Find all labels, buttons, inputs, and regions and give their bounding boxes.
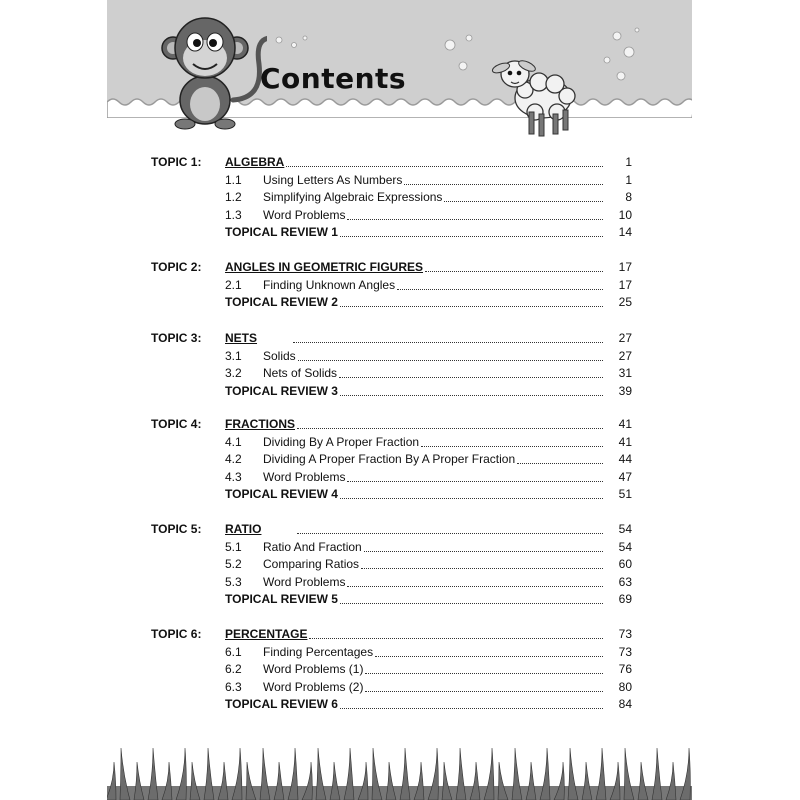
grass-blade bbox=[274, 762, 284, 800]
page-number: 84 bbox=[618, 697, 632, 711]
dot-leader bbox=[340, 305, 603, 307]
lamb-illustration bbox=[487, 44, 583, 140]
dot-leader bbox=[340, 602, 603, 604]
grass-blade bbox=[204, 748, 214, 800]
section-number: 6.2 bbox=[225, 662, 242, 676]
dot-leader bbox=[365, 672, 603, 674]
toc-item-row[interactable] bbox=[225, 207, 632, 224]
topical-review-title: TOPICAL REVIEW 4 bbox=[225, 487, 338, 501]
topic-heading-row[interactable] bbox=[225, 330, 632, 347]
toc-item-row[interactable] bbox=[225, 365, 632, 382]
grass-blade bbox=[260, 748, 270, 800]
topic-heading: ANGLES IN GEOMETRIC FIGURES bbox=[225, 260, 424, 274]
dot-leader bbox=[421, 445, 603, 447]
section-title: Comparing Ratios bbox=[263, 557, 360, 571]
topic-label: TOPIC 4: bbox=[151, 417, 202, 431]
topic-heading: NETS bbox=[225, 331, 258, 345]
section-title: Finding Percentages bbox=[263, 644, 374, 659]
toc-item-row[interactable] bbox=[225, 348, 632, 365]
grass-blade bbox=[386, 762, 396, 800]
page-number: 63 bbox=[618, 574, 632, 589]
topical-review-row[interactable] bbox=[225, 224, 632, 241]
grass-illustration bbox=[107, 728, 692, 800]
section-number: 5.3 bbox=[225, 574, 242, 589]
topic-label: TOPIC 6: bbox=[151, 627, 202, 641]
page-number: 27 bbox=[618, 348, 632, 363]
page-number: 10 bbox=[618, 207, 632, 222]
page-number: 17 bbox=[618, 260, 632, 274]
topic-heading-row[interactable] bbox=[225, 626, 632, 643]
dot-leader bbox=[347, 480, 603, 482]
page-number: 39 bbox=[618, 383, 632, 398]
grass-blade bbox=[344, 748, 354, 800]
topical-review-row[interactable] bbox=[225, 696, 632, 713]
page-number: 27 bbox=[618, 331, 632, 345]
dot-leader bbox=[340, 235, 603, 237]
grass-blade bbox=[107, 762, 116, 800]
dot-leader bbox=[297, 532, 603, 534]
dot-leader bbox=[298, 359, 603, 361]
topic-heading-row[interactable] bbox=[225, 416, 632, 433]
section-number: 1.2 bbox=[225, 190, 242, 204]
section-title: Using Letters As Numbers bbox=[263, 172, 403, 187]
toc-item-row[interactable] bbox=[225, 277, 632, 294]
section-number: 4.1 bbox=[225, 434, 242, 449]
section-number: 3.2 bbox=[225, 366, 242, 380]
grass-blade bbox=[316, 748, 326, 800]
page-number: 31 bbox=[618, 366, 632, 380]
toc-item-row[interactable] bbox=[225, 172, 632, 189]
section-title: Dividing By A Proper Fraction bbox=[263, 434, 420, 449]
topic-heading: ALGEBRA bbox=[225, 155, 285, 169]
dot-leader bbox=[375, 655, 603, 657]
grass-blade bbox=[190, 762, 200, 800]
topical-review-row[interactable] bbox=[225, 591, 632, 608]
toc-item-row[interactable] bbox=[225, 661, 632, 678]
grass-blade bbox=[400, 748, 410, 800]
section-number: 6.3 bbox=[225, 679, 242, 694]
topic-label: TOPIC 2: bbox=[151, 260, 202, 274]
toc-item-row[interactable] bbox=[225, 434, 632, 451]
topic-label: TOPIC 3: bbox=[151, 331, 202, 345]
page-number: 25 bbox=[618, 295, 632, 309]
page-number: 1 bbox=[625, 172, 632, 187]
page-number: 41 bbox=[618, 417, 632, 431]
grass-blade bbox=[330, 762, 340, 800]
dot-leader bbox=[361, 567, 603, 569]
section-number: 5.1 bbox=[225, 539, 242, 554]
section-title: Word Problems bbox=[263, 207, 346, 222]
page-number: 60 bbox=[618, 557, 632, 571]
grass-blade bbox=[652, 748, 662, 800]
toc-item-row[interactable] bbox=[225, 556, 632, 573]
section-title: Nets of Solids bbox=[263, 366, 338, 380]
section-title: Ratio And Fraction bbox=[263, 539, 362, 554]
grass-blade bbox=[148, 748, 158, 800]
section-title: Solids bbox=[263, 348, 296, 363]
section-number: 1.3 bbox=[225, 207, 242, 222]
topical-review-title: TOPICAL REVIEW 6 bbox=[225, 697, 338, 711]
topic-heading-row[interactable] bbox=[225, 154, 632, 171]
section-number: 5.2 bbox=[225, 557, 242, 571]
dot-leader bbox=[404, 183, 603, 185]
grass-blade bbox=[512, 748, 522, 800]
grass-blade bbox=[596, 748, 606, 800]
dot-leader bbox=[365, 690, 603, 692]
section-title: Word Problems bbox=[263, 574, 346, 589]
topic-heading-row[interactable] bbox=[225, 521, 632, 538]
page-number: 8 bbox=[625, 190, 632, 204]
topic-heading: RATIO bbox=[225, 522, 262, 536]
grass-blade bbox=[638, 762, 648, 800]
section-number: 4.3 bbox=[225, 469, 242, 484]
dot-leader bbox=[444, 200, 603, 202]
topic-label: TOPIC 1: bbox=[151, 155, 202, 169]
page-number: 80 bbox=[618, 679, 632, 694]
dot-leader bbox=[297, 427, 603, 429]
page-number: 41 bbox=[618, 434, 632, 449]
dot-leader bbox=[340, 394, 603, 396]
dot-leader bbox=[286, 165, 603, 167]
dot-leader bbox=[340, 497, 603, 499]
page-number: 69 bbox=[618, 592, 632, 606]
grass-blade bbox=[526, 762, 536, 800]
grass-blade bbox=[582, 762, 592, 800]
grass-blade bbox=[442, 762, 452, 800]
toc-item-row[interactable] bbox=[225, 574, 632, 591]
section-number: 1.1 bbox=[225, 172, 242, 187]
toc-item-row[interactable] bbox=[225, 451, 632, 468]
dot-leader bbox=[347, 585, 603, 587]
dot-leader bbox=[293, 341, 603, 343]
page-number: 1 bbox=[625, 155, 632, 169]
grass-blade bbox=[456, 748, 466, 800]
section-title: Word Problems bbox=[263, 469, 346, 484]
dot-leader bbox=[364, 550, 603, 552]
dot-leader bbox=[347, 218, 603, 220]
section-title: Word Problems (1) bbox=[263, 662, 364, 676]
page-number: 47 bbox=[618, 469, 632, 484]
page-title: Contents bbox=[260, 62, 407, 95]
dot-leader bbox=[340, 707, 603, 709]
topic-label: TOPIC 5: bbox=[151, 522, 202, 536]
topical-review-row[interactable] bbox=[225, 383, 632, 400]
toc-item-row[interactable] bbox=[225, 679, 632, 696]
topical-review-title: TOPICAL REVIEW 5 bbox=[225, 592, 338, 606]
grass-blade bbox=[218, 762, 228, 800]
grass-blade bbox=[134, 762, 144, 800]
page-number: 54 bbox=[618, 539, 632, 554]
dot-leader bbox=[425, 270, 603, 272]
page-number: 73 bbox=[618, 627, 632, 641]
section-title: Simplifying Algebraic Expressions bbox=[263, 190, 443, 204]
dot-leader bbox=[309, 637, 603, 639]
toc-item-row[interactable] bbox=[225, 539, 632, 556]
page-number: 14 bbox=[618, 225, 632, 239]
page-number: 76 bbox=[618, 662, 632, 676]
topic-heading-row[interactable] bbox=[225, 259, 632, 276]
page-number: 44 bbox=[618, 452, 632, 466]
topical-review-row[interactable] bbox=[225, 294, 632, 311]
monkey-illustration bbox=[155, 8, 267, 130]
toc-item-row[interactable] bbox=[225, 189, 632, 206]
grass-blade bbox=[470, 762, 480, 800]
page-number: 54 bbox=[618, 522, 632, 536]
topic-heading: FRACTIONS bbox=[225, 417, 295, 431]
section-title: Word Problems (2) bbox=[263, 679, 364, 694]
section-number: 6.1 bbox=[225, 644, 242, 659]
dot-leader bbox=[517, 462, 603, 464]
section-number: 2.1 bbox=[225, 277, 242, 292]
topical-review-title: TOPICAL REVIEW 2 bbox=[225, 295, 338, 309]
section-title: Finding Unknown Angles bbox=[263, 277, 396, 292]
dot-leader bbox=[339, 376, 603, 378]
grass-blade bbox=[568, 748, 578, 800]
section-number: 3.1 bbox=[225, 348, 242, 363]
toc-item-row[interactable] bbox=[225, 644, 632, 661]
page-number: 17 bbox=[618, 277, 632, 292]
dot-leader bbox=[397, 288, 603, 290]
section-number: 4.2 bbox=[225, 452, 242, 466]
topical-review-row[interactable] bbox=[225, 486, 632, 503]
topic-heading: PERCENTAGE bbox=[225, 627, 308, 641]
page-number: 51 bbox=[618, 487, 632, 501]
topical-review-title: TOPICAL REVIEW 1 bbox=[225, 225, 338, 239]
contents-page bbox=[107, 0, 692, 800]
page-number: 73 bbox=[618, 644, 632, 659]
toc-item-row[interactable] bbox=[225, 469, 632, 486]
topical-review-title: TOPICAL REVIEW 3 bbox=[225, 383, 338, 398]
section-title: Dividing A Proper Fraction By A Proper Fraction bbox=[263, 452, 516, 466]
